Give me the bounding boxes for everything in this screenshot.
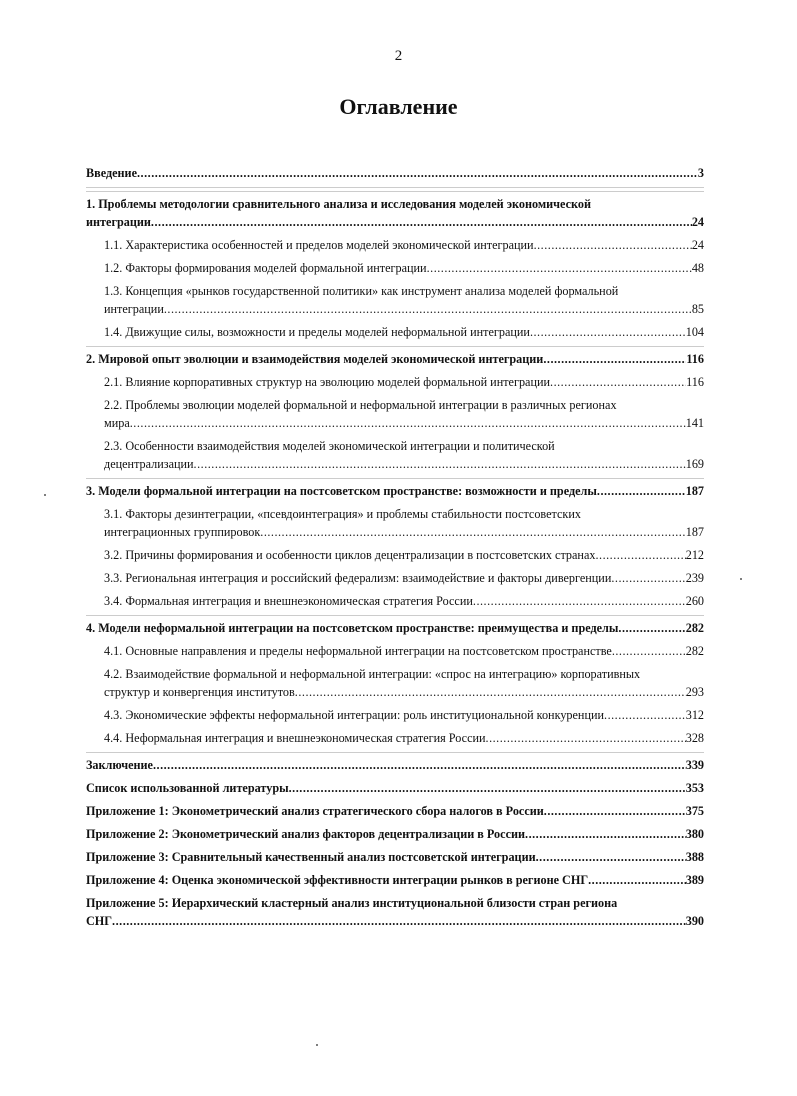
toc-entry-page: 141 xyxy=(685,416,704,430)
toc-entry xyxy=(86,756,704,774)
toc-entry xyxy=(86,619,704,637)
toc-entry-title-line: Введение xyxy=(86,166,137,180)
dot-leader xyxy=(536,848,686,866)
toc-entry-title-line: 3.2. Причины формирования и особенности циклов децентрализации в постсоветских странах xyxy=(104,548,596,562)
toc-entry-page: 339 xyxy=(685,758,704,772)
toc-entry-title-line: 2.1. Влияние корпоративных структур на эволюцию моделей формальной интеграции xyxy=(104,375,551,389)
scan-speck xyxy=(316,1044,318,1046)
toc-entry-page: 375 xyxy=(685,804,704,818)
toc-entry-title-line: 4.4. Неформальная интеграция и внешнеэкономическая стратегия России xyxy=(104,731,486,745)
toc-entry xyxy=(86,350,704,368)
dot-leader xyxy=(194,455,686,473)
dot-leader xyxy=(597,482,686,500)
toc-entry xyxy=(86,848,704,866)
toc-entry-title-line: Приложение 2: Эконометрический анализ факторов децентрализации в России xyxy=(86,827,526,841)
dot-leader xyxy=(260,523,685,541)
toc-entry xyxy=(86,505,704,541)
toc-entry-title-line: 1.1. Характеристика особенностей и пределов моделей экономической интеграции xyxy=(104,238,534,252)
toc-entry xyxy=(86,802,704,820)
toc-entry-title-line: мира xyxy=(104,416,130,430)
toc-entry xyxy=(86,569,704,587)
dot-leader xyxy=(486,729,686,747)
dot-leader xyxy=(618,619,685,637)
toc-entry xyxy=(86,779,704,797)
dot-leader xyxy=(550,373,686,391)
toc-entry-title-line: 2.2. Проблемы эволюции моделей формальной и неформальной интеграции в различных регионах xyxy=(104,398,617,412)
toc-entry-page: 116 xyxy=(686,352,704,366)
dot-leader xyxy=(137,164,698,182)
dot-leader xyxy=(544,802,686,820)
dot-leader xyxy=(164,300,692,318)
dot-leader xyxy=(588,871,686,889)
toc-entry xyxy=(86,729,704,747)
dot-leader xyxy=(530,323,686,341)
toc-entry-title-line: 3. Модели формальной интеграции на постсоветском пространстве: возможности и пределы xyxy=(86,484,597,498)
toc-entry-title-line: 4.3. Экономические эффекты неформальной интеграции: роль институциональной конкуренции xyxy=(104,708,605,722)
toc-entry-page: 380 xyxy=(685,827,704,841)
toc-entry xyxy=(86,871,704,889)
toc-entry-title-line: структур и конвергенция институтов xyxy=(104,685,295,699)
toc-entry-title-line: 1.3. Концепция «рынков государственной политики» как инструмент анализа моделей формальной xyxy=(104,284,619,298)
toc-entry-page: 260 xyxy=(685,594,704,608)
toc-entry-title-line: Приложение 4: Оценка экономической эффективности интеграции рынков в регионе СНГ xyxy=(86,873,589,887)
toc-entry-page: 187 xyxy=(685,484,704,498)
dot-leader xyxy=(611,569,685,587)
toc-entry xyxy=(86,437,704,473)
toc-entry-title-line: 1. Проблемы методологии сравнительного анализа и исследования моделей экономической xyxy=(86,197,591,211)
toc-entry-title-line: интеграции xyxy=(104,302,164,316)
toc-entry-title-line: 4.2. Взаимодействие формальной и неформальной интеграции: «спрос на интеграцию» корпоративных xyxy=(104,667,641,681)
toc-entry xyxy=(86,323,704,341)
dot-leader xyxy=(427,259,692,277)
dot-leader xyxy=(604,706,686,724)
toc-entry-page: 390 xyxy=(685,914,704,928)
toc-entry xyxy=(86,373,704,391)
toc-entry xyxy=(86,894,704,930)
toc-entry-title-line: 3.4. Формальная интеграция и внешнеэкономическая стратегия России xyxy=(104,594,473,608)
toc-entry xyxy=(86,592,704,610)
toc-entry xyxy=(86,825,704,843)
section-divider xyxy=(86,615,704,616)
toc-entry-title-line: Приложение 3: Сравнительный качественный анализ постсоветской интеграции xyxy=(86,850,536,864)
section-divider xyxy=(86,191,704,192)
section-divider xyxy=(86,187,704,188)
toc-entry xyxy=(86,259,704,277)
section-divider xyxy=(86,346,704,347)
toc-entry-page: 282 xyxy=(685,644,704,658)
dot-leader xyxy=(151,213,692,231)
toc-entry-page: 24 xyxy=(691,215,704,229)
dot-leader xyxy=(289,779,686,797)
toc-entry-page: 3 xyxy=(697,166,704,180)
dot-leader xyxy=(543,350,686,368)
toc-entry-title-line: Заключение xyxy=(86,758,153,772)
toc-entry-title-line: Список использованной литературы xyxy=(86,781,289,795)
toc-entry-page: 353 xyxy=(685,781,704,795)
page-title: Оглавление xyxy=(339,94,458,119)
page-number: 2 xyxy=(394,48,403,64)
toc-entry xyxy=(86,665,704,701)
toc-entry-title-line: 1.4. Движущие силы, возможности и пределы моделей неформальной интеграции xyxy=(104,325,530,339)
toc-entry xyxy=(86,642,704,660)
scan-speck xyxy=(740,578,742,580)
toc-entry xyxy=(86,546,704,564)
toc-entry xyxy=(86,164,704,182)
toc-entry-page: 389 xyxy=(685,873,704,887)
toc-entry-page: 388 xyxy=(685,850,704,864)
toc-entry-title-line: децентрализации xyxy=(104,457,194,471)
section-divider xyxy=(86,478,704,479)
dot-leader xyxy=(130,414,686,432)
toc-entry-page: 328 xyxy=(685,731,704,745)
toc-entry-title-line: 3.1. Факторы дезинтеграции, «псевдоинтеграция» и проблемы стабильности постсоветских xyxy=(104,507,581,521)
toc-entry xyxy=(86,236,704,254)
section-divider xyxy=(86,752,704,753)
toc-entry-page: 85 xyxy=(691,302,704,316)
toc-entry-title-line: СНГ xyxy=(86,914,113,928)
toc-entry-page: 104 xyxy=(685,325,704,339)
toc-entry-page: 239 xyxy=(685,571,704,585)
dot-leader xyxy=(595,546,685,564)
toc-entry-page: 187 xyxy=(685,525,704,539)
toc-entry-page: 116 xyxy=(686,375,704,389)
toc-entry-title-line: 4. Модели неформальной интеграции на постсоветском пространстве: преимущества и пределы xyxy=(86,621,619,635)
toc-entry-title-line: Приложение 1: Эконометрический анализ стратегического сбора налогов в России xyxy=(86,804,544,818)
toc-entry-title-line: интеграционных группировок xyxy=(104,525,261,539)
toc-entry-title-line: интеграции xyxy=(86,215,151,229)
toc-entry xyxy=(86,706,704,724)
toc-entry-page: 282 xyxy=(685,621,704,635)
toc-entry-page: 48 xyxy=(691,261,704,275)
dot-leader xyxy=(612,642,686,660)
toc-entry-page: 169 xyxy=(685,457,704,471)
toc-entry-title-line: 1.2. Факторы формирования моделей формальной интеграции xyxy=(104,261,427,275)
scan-speck xyxy=(44,494,46,496)
dot-leader xyxy=(295,683,686,701)
toc-entry xyxy=(86,282,704,318)
table-of-contents xyxy=(86,164,704,935)
dot-leader xyxy=(534,236,692,254)
toc-entry-title-line: 2. Мировой опыт эволюции и взаимодействия моделей экономической интеграции xyxy=(86,352,544,366)
dot-leader xyxy=(112,912,686,930)
toc-entry-title-line: 4.1. Основные направления и пределы неформальной интеграции на постсоветском пространстве xyxy=(104,644,612,658)
toc-entry-title-line: 2.3. Особенности взаимодействия моделей экономической интеграции и политической xyxy=(104,439,555,453)
toc-entry-title-line: 3.3. Региональная интеграция и российский федерализм: взаимодействие и факторы дивергенции xyxy=(104,571,612,585)
toc-entry xyxy=(86,396,704,432)
dot-leader xyxy=(473,592,686,610)
toc-entry xyxy=(86,195,704,231)
toc-entry-page: 293 xyxy=(685,685,704,699)
toc-entry-title-line: Приложение 5: Иерархический кластерный анализ институциональной близости стран региона xyxy=(86,896,618,910)
toc-entry-page: 312 xyxy=(685,708,704,722)
toc-entry xyxy=(86,482,704,500)
dot-leader xyxy=(525,825,686,843)
toc-entry-page: 24 xyxy=(691,238,704,252)
dot-leader xyxy=(153,756,686,774)
toc-entry-page: 212 xyxy=(685,548,704,562)
